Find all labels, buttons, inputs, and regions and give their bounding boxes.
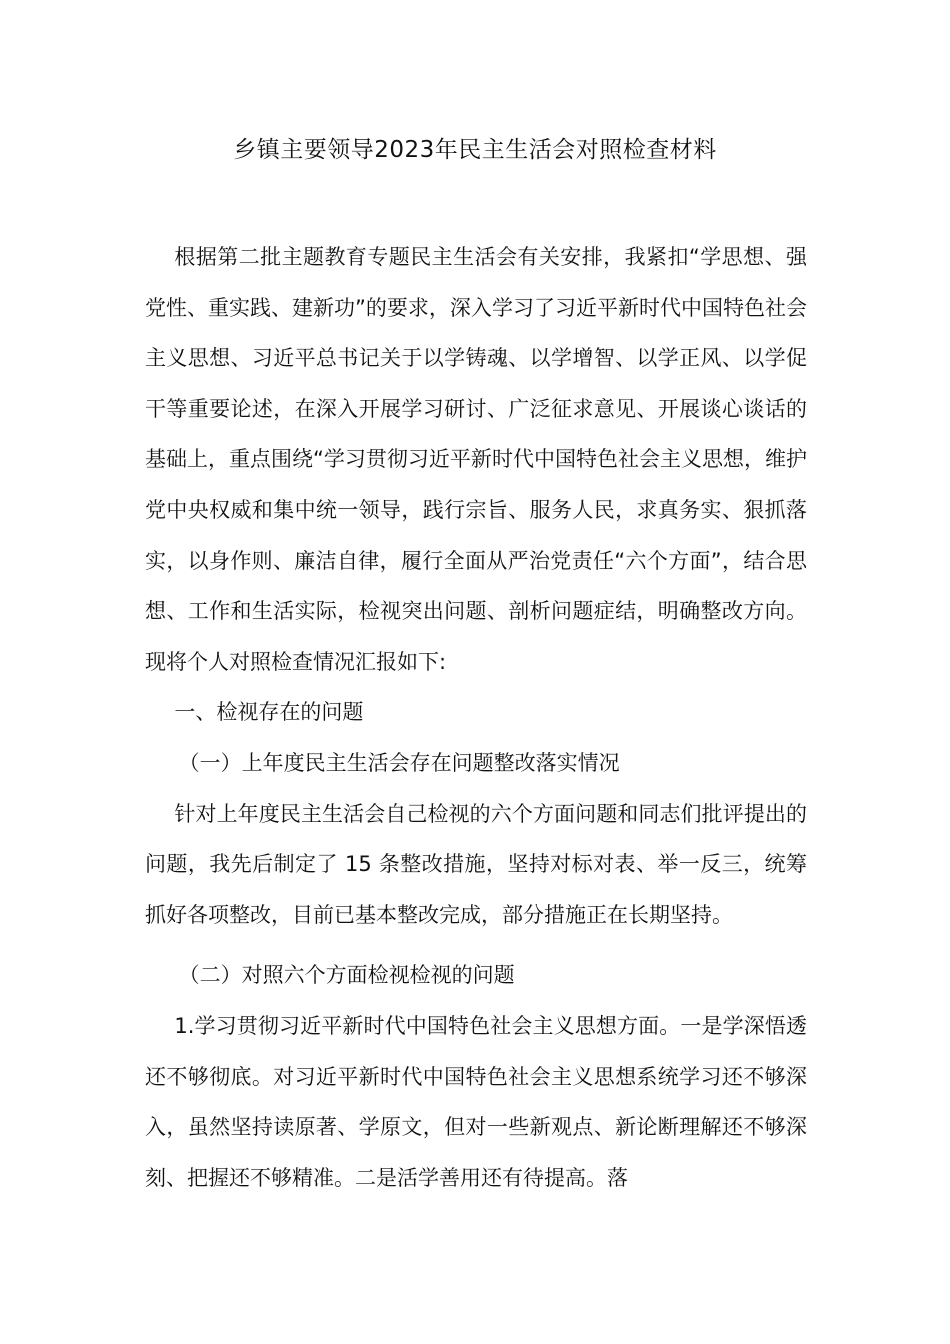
subsection-1-paragraph: 针对上年度民主生活会自己检视的六个方面问题和同志们批评提出的问题，我先后制定了 15 条整改措施，坚持对标对表、举一反三，统筹抓好各项整改，目前已基本整改完成，部分措施正在长期坚持。 <box>145 801 807 927</box>
item-1-paragraph: 1.学习贯彻习近平新时代中国特色社会主义思想方面。一是学深悟透还不够彻底。对习近平新时代中国特色社会主义思想系统学习还不够深入，虽然坚持读原著、学原文，但对一些新观点、新论断理解还不够深刻、把握还不够精准。二是活学善用还有待提高。落 <box>145 1013 807 1190</box>
intro-paragraph: 根据第二批主题教育专题民主生活会有关安排，我紧扣“学思想、强党性、重实践、建新功”的要求，深入学习了习近平新时代中国特色社会主义思想、习近平总书记关于以学铸魂、以学增智、以学正风、以学促干等重要论述，在深入开展学习研讨、广泛征求意见、开展谈心谈话的基础上，重点围绕“学习贯彻习近平新时代中国特色社会主义思想，维护党中央权威和集中统一领导，践行宗旨、服务人民，求真务实、狠抓落实，以身作则、廉洁自律，履行全面从严治党责任“六个方面”，结合思想、工作和生活实际，检视突出问题、剖析问题症结，明确整改方向。现将个人对照检查情况汇报如下: <box>145 245 807 674</box>
subsection-heading-2: （二）对照六个方面检视检视的问题 <box>178 963 515 988</box>
section-heading-1: 一、检视存在的问题 <box>174 700 364 725</box>
document-title: 乡镇主要领导2023年民主生活会对照检查材料 <box>233 137 717 163</box>
subsection-heading-1: （一）上年度民主生活会存在问题整改落实情况 <box>178 750 620 775</box>
document-body <box>145 232 807 1203</box>
